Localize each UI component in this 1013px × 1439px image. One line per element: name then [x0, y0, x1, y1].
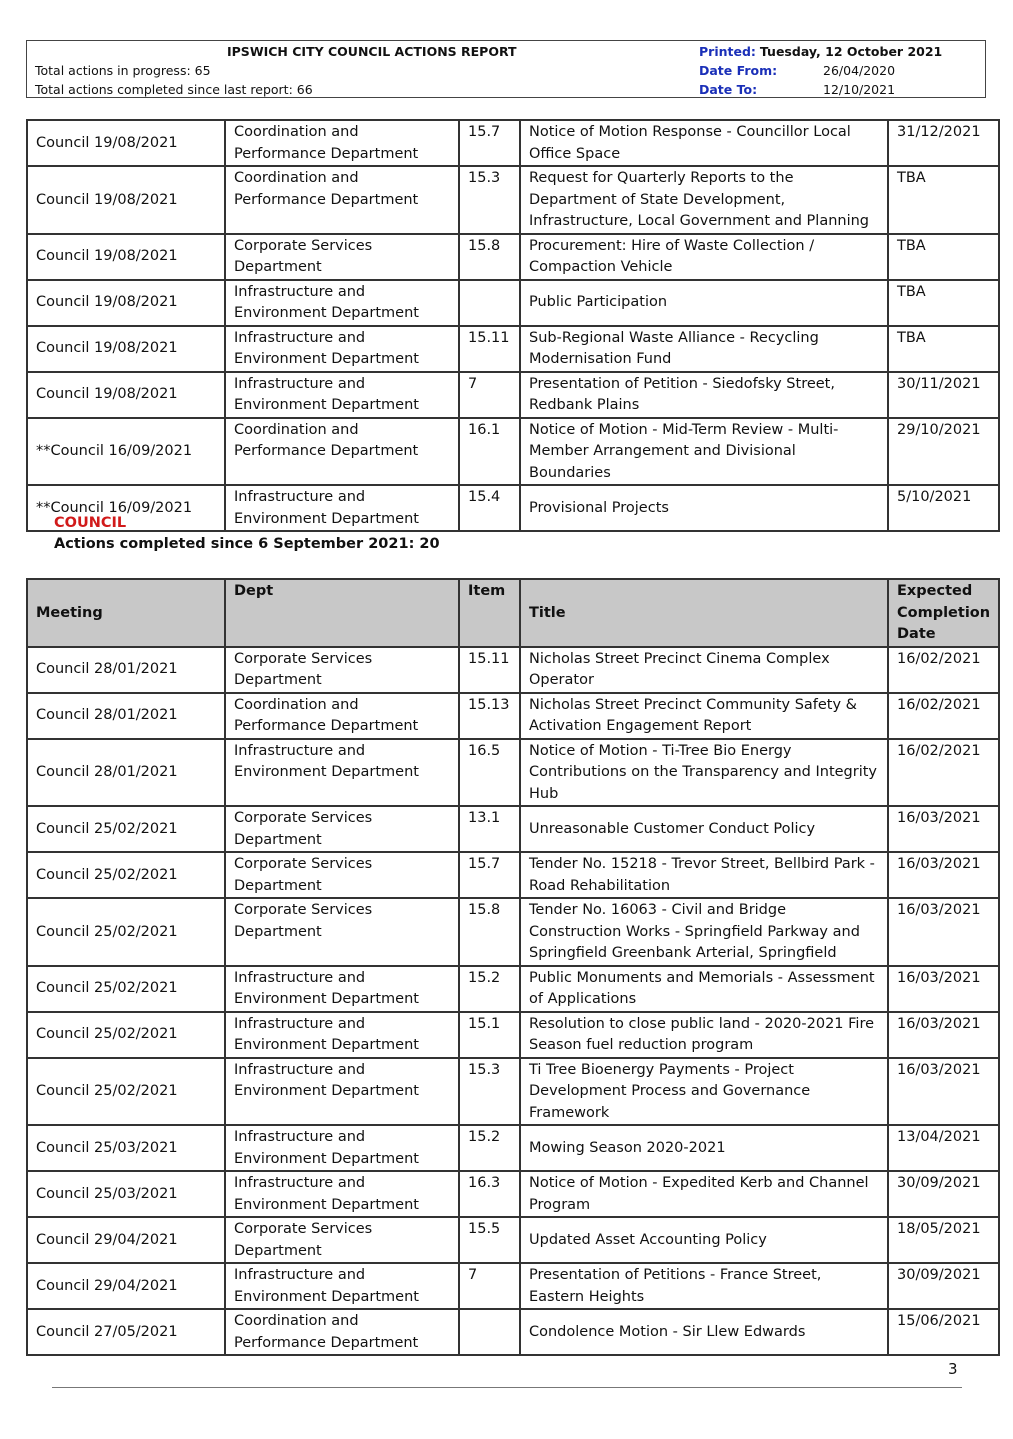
cell-title: Nicholas Street Precinct Cinema Complex Operator: [520, 647, 888, 693]
table-header-row: [27, 579, 999, 647]
table-row: [27, 120, 999, 166]
cell-title: Request for Quarterly Reports to the Department of State Development, Infrastructure, Local Government and Planning: [520, 166, 888, 234]
cell-dept: Coordination and Performance Department: [225, 418, 459, 486]
cell-date: 16/02/2021: [888, 647, 999, 693]
cell-title: Unreasonable Customer Conduct Policy: [520, 806, 888, 852]
cell-meeting: Council 19/08/2021: [27, 280, 225, 326]
printed-label: Printed:: [699, 44, 756, 59]
cell-meeting: Council 25/02/2021: [27, 806, 225, 852]
cell-date: 15/06/2021: [888, 1309, 999, 1355]
date-to-value: 12/10/2021: [823, 82, 896, 97]
cell-item: 13.1: [459, 806, 520, 852]
cell-dept: Coordination and Performance Department: [225, 166, 459, 234]
cell-title: Updated Asset Accounting Policy: [520, 1217, 888, 1263]
cell-date: TBA: [888, 326, 999, 372]
table-row: [27, 326, 999, 372]
table-row: [27, 1171, 999, 1217]
cell-meeting: Council 19/08/2021: [27, 372, 225, 418]
cell-meeting: Council 19/08/2021: [27, 120, 225, 166]
cell-title: Condolence Motion - Sir Llew Edwards: [520, 1309, 888, 1355]
cell-item: [459, 1309, 520, 1355]
table-row: [27, 1058, 999, 1126]
cell-item: 15.3: [459, 1058, 520, 1126]
cell-dept: Corporate Services Department: [225, 1217, 459, 1263]
cell-dept: Corporate Services Department: [225, 898, 459, 966]
cell-item: 15.2: [459, 1125, 520, 1171]
cell-title: Resolution to close public land - 2020-2021 Fire Season fuel reduction program: [520, 1012, 888, 1058]
table-row: [27, 1309, 999, 1355]
cell-title: Notice of Motion Response - Councillor Local Office Space: [520, 120, 888, 166]
cell-meeting: Council 28/01/2021: [27, 647, 225, 693]
cell-title: Sub-Regional Waste Alliance - Recycling Modernisation Fund: [520, 326, 888, 372]
actions-in-progress-table: [26, 119, 1000, 532]
cell-date: 5/10/2021: [888, 485, 999, 531]
cell-dept: Corporate Services Department: [225, 234, 459, 280]
table-row: [27, 1217, 999, 1263]
cell-item: 15.7: [459, 852, 520, 898]
cell-item: 7: [459, 1263, 520, 1309]
cell-meeting: Council 25/02/2021: [27, 1058, 225, 1126]
completed-actions-table: [26, 578, 1000, 1356]
table-row: [27, 966, 999, 1012]
section-subtitle: Actions completed since 6 September 2021: 20: [54, 536, 440, 552]
cell-meeting: **Council 16/09/2021: [27, 418, 225, 486]
header-meeting: Meeting: [27, 579, 225, 647]
report-header: [26, 40, 986, 98]
cell-dept: Corporate Services Department: [225, 647, 459, 693]
cell-meeting: Council 27/05/2021: [27, 1309, 225, 1355]
table-row: [27, 234, 999, 280]
actions-completed: Total actions completed since last report: 66: [35, 82, 313, 97]
table-row: [27, 852, 999, 898]
printed-line: [699, 44, 942, 59]
cell-item: 15.4: [459, 485, 520, 531]
cell-title: Mowing Season 2020-2021: [520, 1125, 888, 1171]
table-row: [27, 693, 999, 739]
header-title: Title: [520, 579, 888, 647]
cell-dept: Infrastructure and Environment Department: [225, 1171, 459, 1217]
cell-date: 30/09/2021: [888, 1263, 999, 1309]
cell-title: Notice of Motion - Ti-Tree Bio Energy Contributions on the Transparency and Integrity Hub: [520, 739, 888, 807]
cell-dept: Infrastructure and Environment Department: [225, 280, 459, 326]
cell-meeting: Council 25/02/2021: [27, 898, 225, 966]
cell-item: 16.1: [459, 418, 520, 486]
cell-dept: Corporate Services Department: [225, 852, 459, 898]
cell-item: 15.1: [459, 1012, 520, 1058]
cell-dept: Infrastructure and Environment Department: [225, 372, 459, 418]
cell-title: Notice of Motion - Expedited Kerb and Channel Program: [520, 1171, 888, 1217]
table-row: [27, 1263, 999, 1309]
cell-item: 15.11: [459, 326, 520, 372]
table-row: [27, 1125, 999, 1171]
cell-meeting: **Council 16/09/2021: [27, 485, 225, 531]
date-from-label: Date From:: [699, 63, 778, 78]
cell-meeting: Council 28/01/2021: [27, 693, 225, 739]
table-row: [27, 372, 999, 418]
cell-date: 29/10/2021: [888, 418, 999, 486]
cell-date: 16/02/2021: [888, 739, 999, 807]
cell-title: Procurement: Hire of Waste Collection / Compaction Vehicle: [520, 234, 888, 280]
cell-date: 18/05/2021: [888, 1217, 999, 1263]
cell-dept: Corporate Services Department: [225, 806, 459, 852]
cell-date: 16/03/2021: [888, 1012, 999, 1058]
cell-meeting: Council 28/01/2021: [27, 739, 225, 807]
printed-value: Tuesday, 12 October 2021: [759, 44, 943, 59]
cell-title: Public Monuments and Memorials - Assessment of Applications: [520, 966, 888, 1012]
cell-date: TBA: [888, 280, 999, 326]
cell-item: 16.5: [459, 739, 520, 807]
date-from-line: [699, 63, 895, 78]
cell-date: 13/04/2021: [888, 1125, 999, 1171]
cell-dept: Infrastructure and Environment Department: [225, 739, 459, 807]
cell-dept: Infrastructure and Environment Department: [225, 326, 459, 372]
cell-meeting: Council 25/03/2021: [27, 1125, 225, 1171]
cell-title: Provisional Projects: [520, 485, 888, 531]
cell-item: 15.8: [459, 898, 520, 966]
cell-title: Public Participation: [520, 280, 888, 326]
cell-meeting: Council 25/02/2021: [27, 852, 225, 898]
table-row: [27, 166, 999, 234]
cell-date: 16/03/2021: [888, 966, 999, 1012]
cell-item: 15.5: [459, 1217, 520, 1263]
cell-item: 7: [459, 372, 520, 418]
table-row: [27, 647, 999, 693]
cell-dept: Coordination and Performance Department: [225, 120, 459, 166]
cell-meeting: Council 19/08/2021: [27, 326, 225, 372]
header-item: Item: [459, 579, 520, 647]
section-title: COUNCIL: [54, 515, 127, 531]
cell-item: 15.7: [459, 120, 520, 166]
cell-meeting: Council 19/08/2021: [27, 166, 225, 234]
cell-item: 15.11: [459, 647, 520, 693]
cell-date: TBA: [888, 234, 999, 280]
table-row: [27, 898, 999, 966]
cell-title: Presentation of Petitions - France Street, Eastern Heights: [520, 1263, 888, 1309]
cell-title: Ti Tree Bioenergy Payments - Project Development Process and Governance Framework: [520, 1058, 888, 1126]
date-to-line: [699, 82, 895, 97]
cell-dept: Infrastructure and Environment Department: [225, 966, 459, 1012]
cell-dept: Infrastructure and Environment Department: [225, 1125, 459, 1171]
table-row: [27, 418, 999, 486]
cell-item: [459, 280, 520, 326]
header-expected-date: Expected Completion Date: [888, 579, 999, 647]
cell-title: Nicholas Street Precinct Community Safety & Activation Engagement Report: [520, 693, 888, 739]
cell-date: 30/11/2021: [888, 372, 999, 418]
actions-in-progress: Total actions in progress: 65: [35, 63, 211, 78]
table-row: [27, 1012, 999, 1058]
cell-date: 16/02/2021: [888, 693, 999, 739]
cell-title: Notice of Motion - Mid-Term Review - Multi-Member Arrangement and Divisional Boundaries: [520, 418, 888, 486]
cell-item: 15.2: [459, 966, 520, 1012]
table-row: [27, 485, 999, 531]
cell-meeting: Council 19/08/2021: [27, 234, 225, 280]
cell-item: 15.8: [459, 234, 520, 280]
cell-dept: Infrastructure and Environment Department: [225, 1263, 459, 1309]
page-number: 3: [948, 1360, 958, 1378]
report-title: IPSWICH CITY COUNCIL ACTIONS REPORT: [227, 44, 517, 59]
date-from-value: 26/04/2020: [823, 63, 896, 78]
table-row: [27, 739, 999, 807]
cell-date: 16/03/2021: [888, 1058, 999, 1126]
cell-meeting: Council 29/04/2021: [27, 1217, 225, 1263]
cell-dept: Infrastructure and Environment Department: [225, 1058, 459, 1126]
header-dept: Dept: [225, 579, 459, 647]
table-row: [27, 280, 999, 326]
cell-date: 16/03/2021: [888, 806, 999, 852]
cell-date: 16/03/2021: [888, 898, 999, 966]
cell-title: Presentation of Petition - Siedofsky Street, Redbank Plains: [520, 372, 888, 418]
cell-item: 16.3: [459, 1171, 520, 1217]
cell-title: Tender No. 16063 - Civil and Bridge Construction Works - Springfield Parkway and Springfield Greenbank Arterial, Springfield: [520, 898, 888, 966]
cell-meeting: Council 25/02/2021: [27, 966, 225, 1012]
cell-date: 31/12/2021: [888, 120, 999, 166]
cell-item: 15.13: [459, 693, 520, 739]
cell-item: 15.3: [459, 166, 520, 234]
cell-dept: Infrastructure and Environment Department: [225, 1012, 459, 1058]
footer-divider: [52, 1387, 962, 1388]
date-to-label: Date To:: [699, 82, 758, 97]
table-row: [27, 806, 999, 852]
cell-date: 30/09/2021: [888, 1171, 999, 1217]
cell-dept: Coordination and Performance Department: [225, 1309, 459, 1355]
cell-dept: Infrastructure and Environment Department: [225, 485, 459, 531]
cell-meeting: Council 29/04/2021: [27, 1263, 225, 1309]
cell-date: TBA: [888, 166, 999, 234]
cell-title: Tender No. 15218 - Trevor Street, Bellbird Park - Road Rehabilitation: [520, 852, 888, 898]
cell-dept: Coordination and Performance Department: [225, 693, 459, 739]
cell-date: 16/03/2021: [888, 852, 999, 898]
cell-meeting: Council 25/03/2021: [27, 1171, 225, 1217]
cell-meeting: Council 25/02/2021: [27, 1012, 225, 1058]
